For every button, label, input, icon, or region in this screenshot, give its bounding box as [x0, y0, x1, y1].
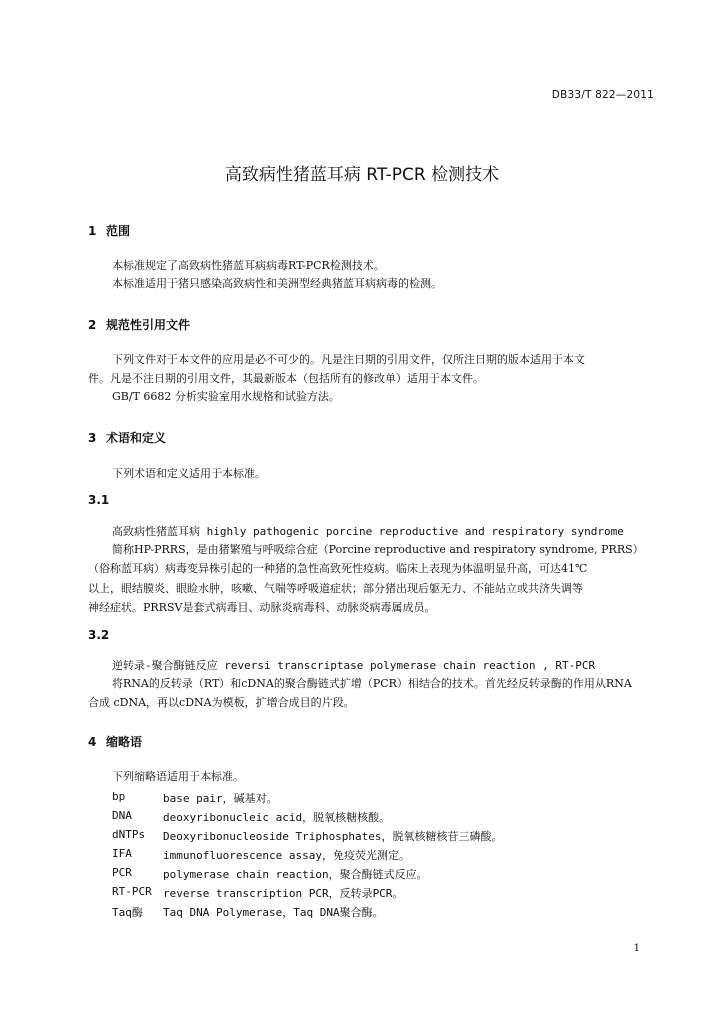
paragraph: 下列文件对于本文件的应用是必不可少的。凡是注日期的引用文件，仅所注日期的版本适用于本文	[112, 353, 585, 366]
abbr-key: IFA	[112, 847, 132, 860]
section-4-heading	[88, 733, 142, 750]
section-title: 范围	[106, 224, 131, 238]
paragraph: 简称HP-PRRS，是由猪繁殖与呼吸综合症（Porcine reproductive and respiratory syndrome, PRRS）	[112, 543, 644, 556]
section-title: 规范性引用文件	[106, 318, 191, 332]
document-title: 高致病性猪蓝耳病 RT-PCR 检测技术	[224, 165, 500, 185]
abbr-definition: deoxyribonucleic acid，脱氧核糖核酸。	[163, 811, 391, 824]
section-1-heading	[88, 222, 130, 239]
section-number: 2	[88, 318, 97, 332]
abbr-definition: Deoxyribonucleoside Triphosphates，脱氧核糖核苷三磷酸。	[163, 830, 503, 843]
abbr-key: DNA	[112, 809, 132, 822]
page-number: 1	[633, 943, 640, 954]
paragraph: 本标准适用于猪只感染高致病性和美洲型经典猪蓝耳病病毒的检测。	[112, 277, 442, 290]
paragraph: 下列术语和定义适用于本标准。	[112, 467, 266, 480]
paragraph: 将RNA的反转录（RT）和cDNA的聚合酶链式扩增（PCR）相结合的技术。首先经反转录酶的作用从RNA	[112, 677, 632, 690]
section-number: 4	[88, 735, 97, 749]
paragraph: 件。凡是不注日期的引用文件，其最新版本（包括所有的修改单）适用于本文件。	[88, 372, 484, 385]
abbr-key: Taq酶	[112, 906, 143, 919]
paragraph: 以上，眼结膜炎、眼睑水肿，咳嗽、气喘等呼吸道症状；部分猪出现后躯无力、不能站立或共济失调等	[88, 582, 583, 595]
section-number: 3	[88, 431, 97, 445]
term-title: 高致病性猪蓝耳病 highly pathogenic porcine reproductive and respiratory syndrome	[112, 525, 624, 538]
paragraph: 本标准规定了高致病性猪蓝耳病病毒RT-PCR检测技术。	[112, 259, 385, 272]
page-header-code: DB33/T 822—2011	[551, 89, 654, 101]
abbr-definition: polymerase chain reaction，聚合酶链式反应。	[163, 868, 428, 881]
abbr-key: RT-PCR	[112, 885, 152, 898]
section-number: 1	[88, 224, 97, 238]
paragraph: GB/T 6682 分析实验室用水规格和试验方法。	[112, 390, 340, 403]
abbr-key: bp	[112, 790, 126, 803]
abbr-definition: Taq DNA Polymerase，Taq DNA聚合酶。	[163, 906, 384, 919]
section-2-heading	[88, 316, 190, 333]
abbr-key: dNTPs	[112, 828, 146, 841]
section-title: 术语和定义	[106, 431, 167, 445]
abbr-definition: base pair，碱基对。	[163, 792, 278, 805]
paragraph: 下列缩略语适用于本标准。	[112, 770, 244, 783]
term-title: 逆转录-聚合酶链反应 reversi transcriptase polymerase chain reaction , RT-PCR	[112, 659, 596, 672]
paragraph: （俗称蓝耳病）病毒变异株引起的一种猪的急性高致死性疫病。临床上表现为体温明显升高，可达41℃	[88, 562, 588, 575]
paragraph: 神经症状。PRRSV是套式病毒目、动脉炎病毒科、动脉炎病毒属成员。	[88, 601, 436, 614]
subsection-3-2-number: 3.2	[88, 628, 110, 642]
section-title: 缩略语	[106, 735, 143, 749]
section-3-heading	[88, 429, 166, 446]
subsection-3-1-number: 3.1	[88, 493, 110, 507]
abbr-definition: immunofluorescence assay，免疫荧光测定。	[163, 849, 410, 862]
abbr-key: PCR	[112, 866, 132, 879]
paragraph: 合成 cDNA，再以cDNA为模板，扩增合成目的片段。	[88, 696, 355, 709]
abbr-definition: reverse transcription PCR，反转录PCR。	[163, 887, 404, 900]
